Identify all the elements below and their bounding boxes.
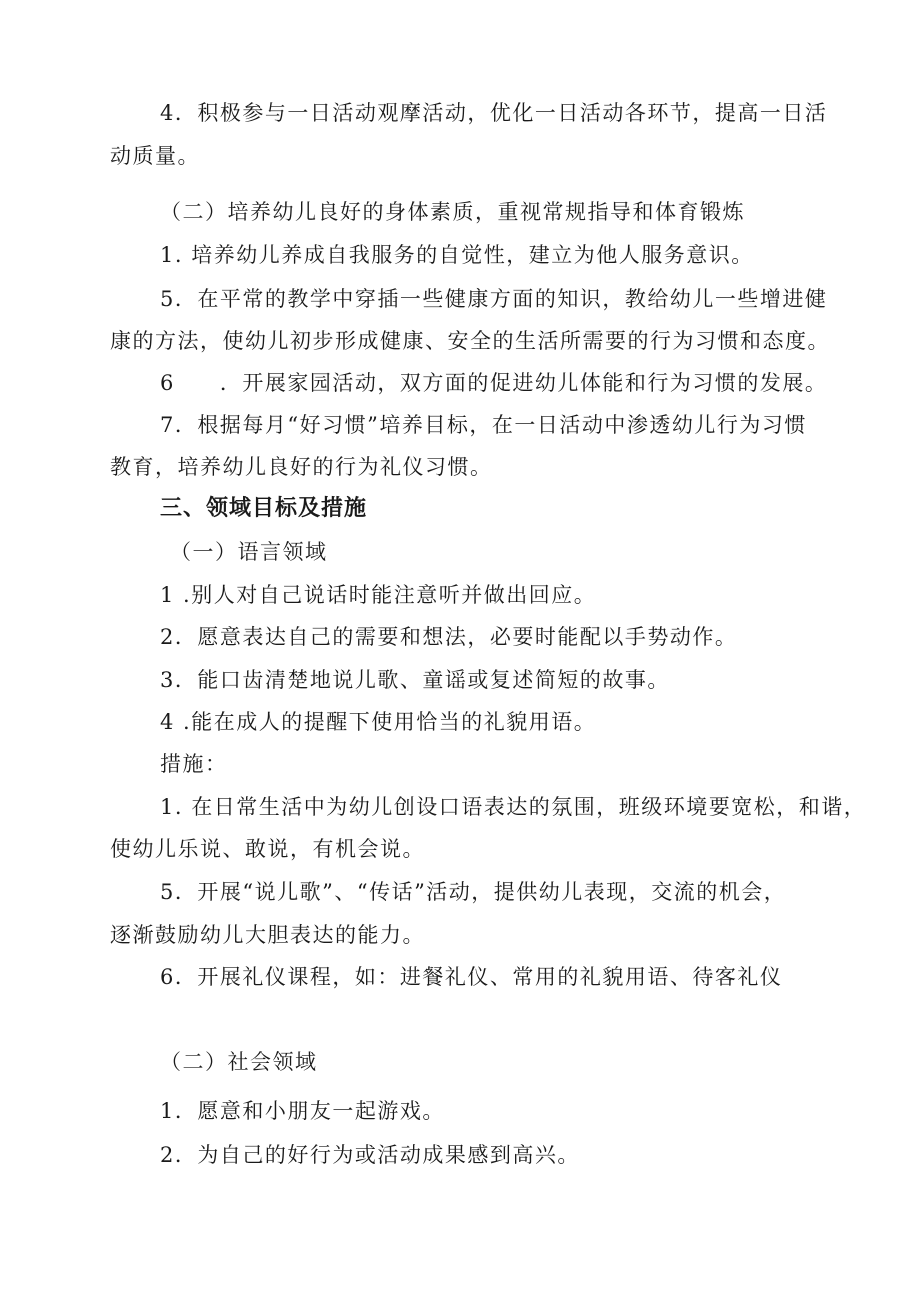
measures-label: 措施： — [160, 752, 228, 776]
list-item: 3．能口齿清楚地说儿歌、童谣或复述简短的故事。 — [160, 668, 670, 692]
list-item: 5．开展“说儿歌”、“传话”活动，提供幼儿表现，交流的机会， — [160, 880, 787, 904]
paragraph-line: 4．积极参与一日活动观摩活动，优化一日活动各环节，提高一日活 — [160, 101, 828, 125]
list-item: 6 ．开展家园活动，双方面的促进幼儿体能和行为习惯的发展。 — [160, 371, 828, 395]
paragraph-line: 动质量。 — [110, 144, 200, 168]
paragraph-line: 康的方法，使幼儿初步形成健康、安全的生活所需要的行为习惯和态度。 — [110, 329, 830, 353]
list-item: 6．开展礼仪课程，如：进餐礼仪、常用的礼貌用语、待客礼仪 — [160, 965, 783, 989]
paragraph-line: 教育，培养幼儿良好的行为礼仪习惯。 — [110, 455, 493, 479]
list-item: 1．愿意和小朋友一起游戏。 — [160, 1099, 445, 1123]
list-item: 4 .能在成人的提醒下使用恰当的礼貌用语。 — [160, 710, 597, 734]
section-heading: （二）培养幼儿良好的身体素质，重视常规指导和体育锻炼 — [160, 200, 745, 224]
list-item: 2．为自己的好行为或活动成果感到高兴。 — [160, 1143, 580, 1167]
section-heading: （二）社会领域 — [160, 1050, 318, 1074]
list-item: 1. 培养幼儿养成自我服务的自觉性，建立为他人服务意识。 — [160, 243, 754, 267]
list-item: 2．愿意表达自己的需要和想法，必要时能配以手势动作。 — [160, 625, 738, 649]
section-heading: （一）语言领域 — [170, 540, 328, 564]
list-item: 1 .别人对自己说话时能注意听并做出回应。 — [160, 583, 597, 607]
list-item: 5．在平常的教学中穿插一些健康方面的知识，教给幼儿一些增进健 — [160, 287, 828, 311]
paragraph-line: 使幼儿乐说、敢说，有机会说。 — [110, 837, 425, 861]
chapter-heading: 三、领域目标及措施 — [160, 496, 368, 521]
list-item: 1. 在日常生活中为幼儿创设口语表达的氛围，班级环境要宽松，和谐， — [160, 795, 867, 819]
paragraph-line: 逐渐鼓励幼儿大胆表达的能力。 — [110, 923, 425, 947]
list-item: 7．根据每月“好习惯”培养目标，在一日活动中渗透幼儿行为习惯 — [160, 413, 807, 437]
